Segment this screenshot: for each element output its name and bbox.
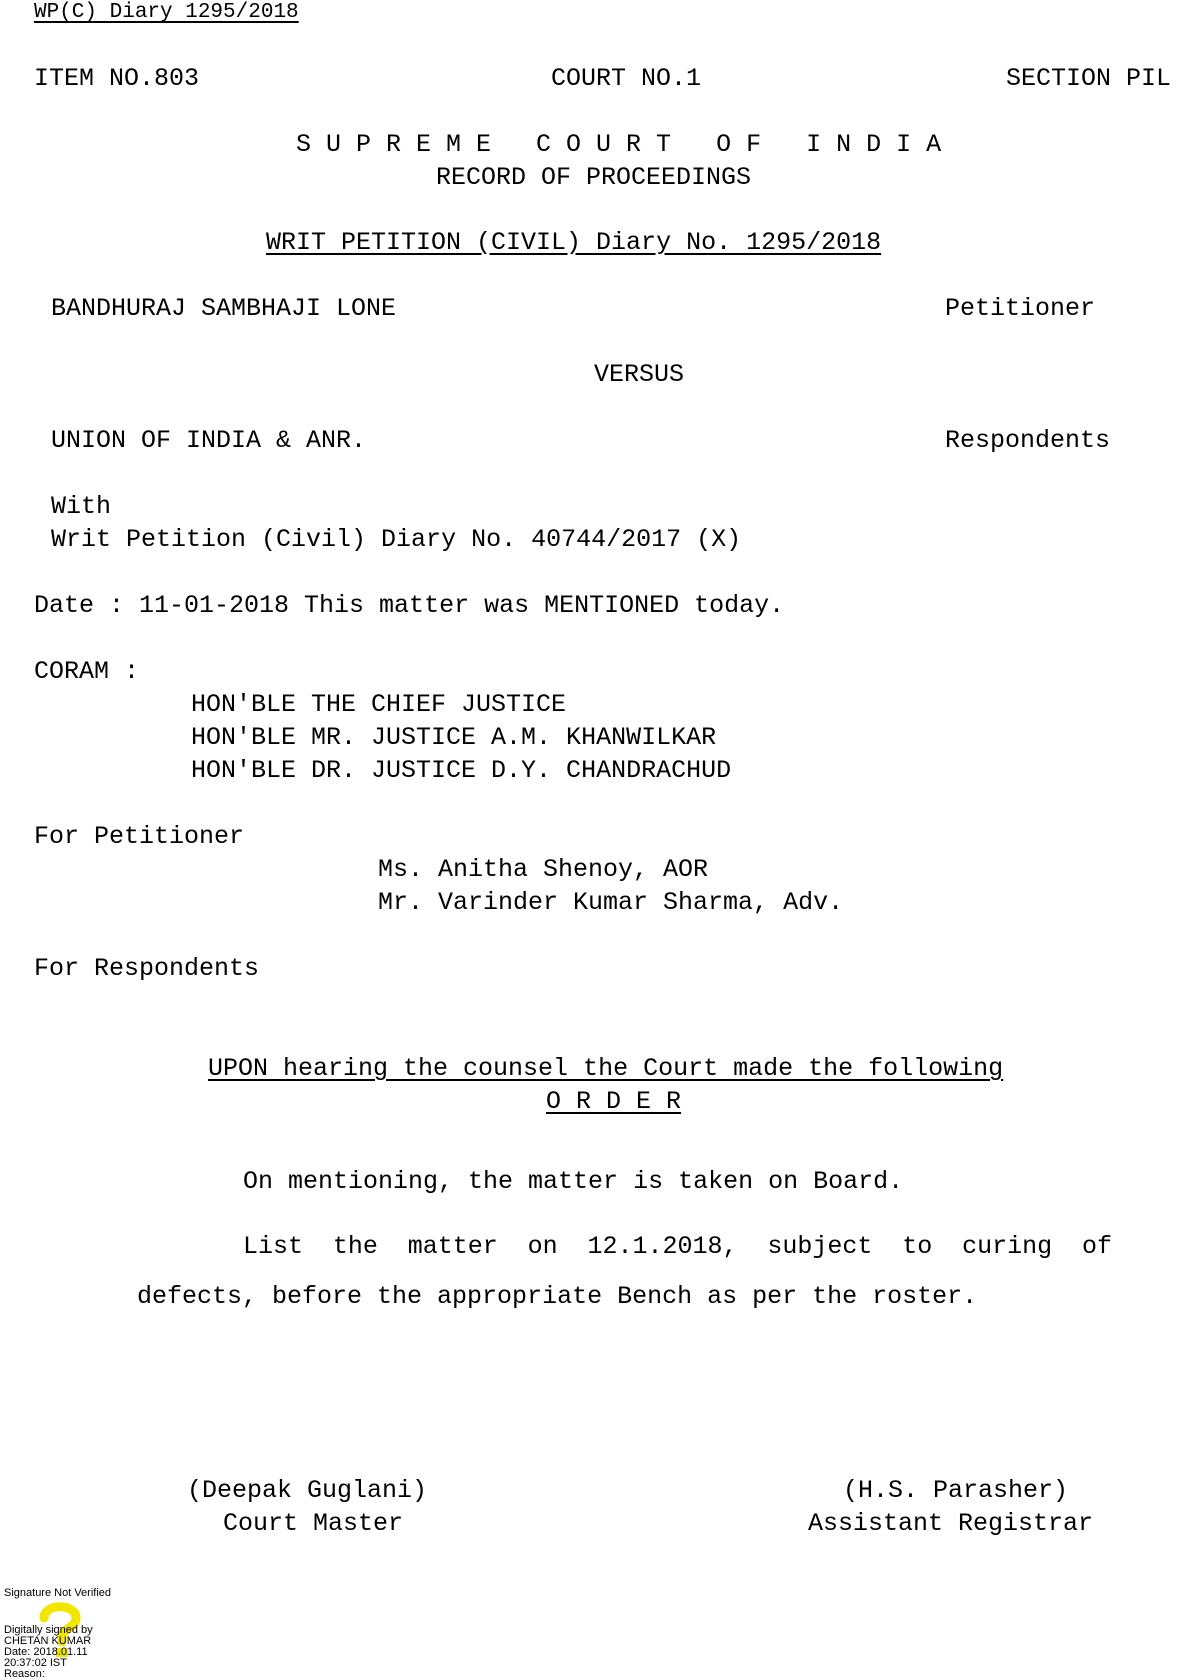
section-label: SECTION PIL (1006, 64, 1172, 93)
signatory-1-name: (Deepak Guglani) (187, 1476, 428, 1505)
signature-signer: CHETAN KUMAR (4, 1635, 92, 1647)
signatory-2-title: Assistant Registrar (808, 1509, 1094, 1538)
case-title: WRIT PETITION (CIVIL) Diary No. 1295/2018 (266, 228, 882, 257)
court-number: COURT NO.1 (551, 64, 702, 93)
with-label: With (51, 492, 112, 521)
respondent-name: UNION OF INDIA & ANR. (51, 426, 367, 455)
order-paragraph-1: On mentioning, the matter is taken on Board. (243, 1167, 904, 1196)
signatory-1-title: Court Master (223, 1509, 404, 1538)
signatory-2-name: (H.S. Parasher) (843, 1476, 1069, 1505)
signature-signed-by: Digitally signed by (4, 1624, 93, 1636)
date-line: Date : 11-01-2018 This matter was MENTIONED today. (34, 591, 785, 620)
order-heading: O R D E R (546, 1087, 682, 1116)
petitioner-counsel-1: Ms. Anitha Shenoy, AOR (378, 855, 709, 884)
signature-time: 20:37:02 IST (4, 1657, 67, 1669)
order-paragraph-2 (137, 1222, 1112, 1321)
digital-signature-stamp (4, 1588, 144, 1678)
court-name: S U P R E M E C O U R T O F I N D I A (296, 130, 942, 159)
record-of-proceedings: RECORD OF PROCEEDINGS (436, 163, 752, 192)
respondent-label: Respondents (945, 426, 1111, 455)
item-number: ITEM NO.803 (34, 64, 200, 93)
order-paragraph-2-text: List the matter on 12.1.2018, subject to curing of defects, before the appropriate Bench as per the roster. (137, 1232, 1112, 1311)
judge-3: HON'BLE DR. JUSTICE D.Y. CHANDRACHUD (191, 756, 732, 785)
petitioner-counsel-2: Mr. Varinder Kumar Sharma, Adv. (378, 888, 844, 917)
petitioner-name: BANDHURAJ SAMBHAJI LONE (51, 294, 397, 323)
coram-label: CORAM : (34, 657, 140, 686)
signature-date: Date: 2018.01.11 (4, 1646, 88, 1658)
running-header: WP(C) Diary 1295/2018 (34, 1, 299, 24)
versus-label: VERSUS (594, 360, 685, 389)
order-preamble: UPON hearing the counsel the Court made the following (208, 1054, 1004, 1083)
connected-matter: Writ Petition (Civil) Diary No. 40744/2017 (X) (51, 525, 742, 554)
petitioner-label: Petitioner (945, 294, 1096, 323)
judge-2: HON'BLE MR. JUSTICE A.M. KHANWILKAR (191, 723, 717, 752)
judge-1: HON'BLE THE CHIEF JUSTICE (191, 690, 567, 719)
signature-reason: Reason: (4, 1668, 45, 1680)
for-petitioner-label: For Petitioner (34, 822, 245, 851)
signature-status: Signature Not Verified (4, 1587, 112, 1599)
for-respondents-label: For Respondents (34, 954, 260, 983)
